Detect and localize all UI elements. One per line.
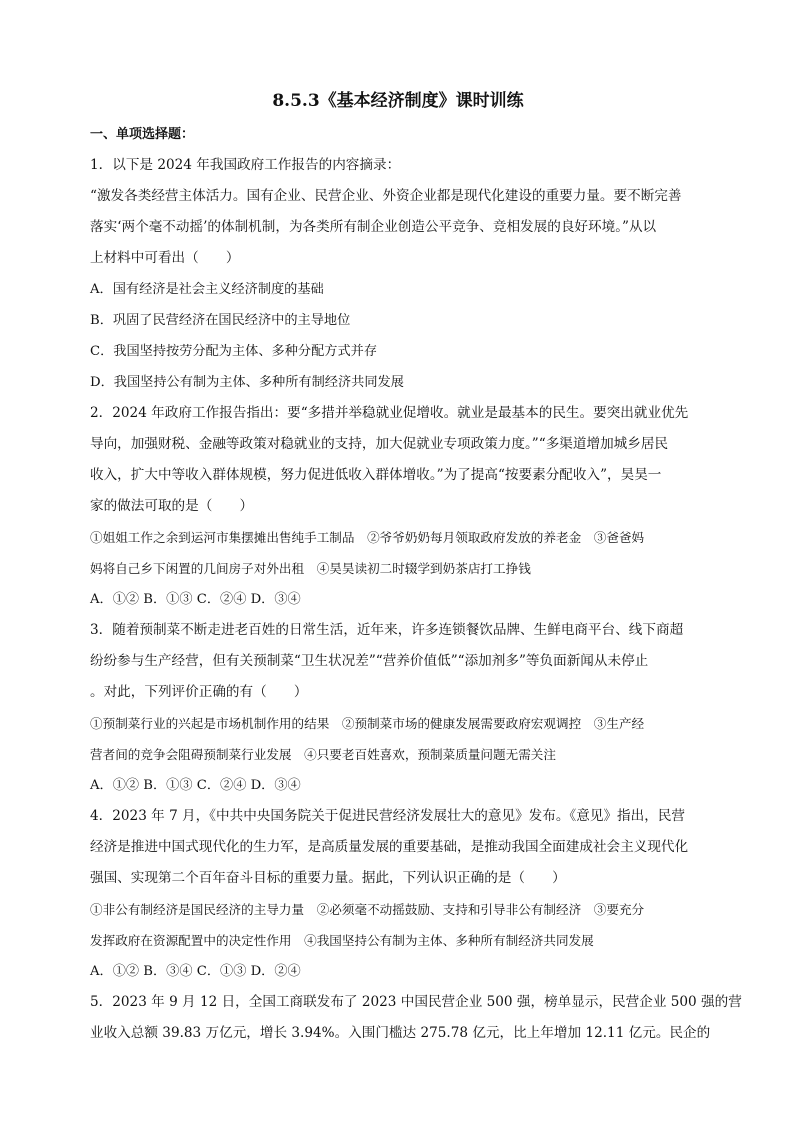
statement-line: ①非公有制经济是国民经济的主导力量 ②必须毫不动摇鼓励、支持和引导非公有制经济 ③要充分 <box>90 902 645 917</box>
statement-line: 妈将自己乡下闲置的几间房子对外出租 ④昊昊读初二时辍学到奶茶店打工挣钱 <box>90 561 531 576</box>
statement-line: ①姐姐工作之余到运河市集摆摊出售纯手工制品 ②爷爷奶奶每月领取政府发放的养老金 ③爸爸妈 <box>90 530 645 545</box>
answer-options: A．①② B．①③ C．②④ D．③④ <box>90 778 301 793</box>
answer-options: A．①② B．③④ C．①③ D．②④ <box>90 964 301 979</box>
question-line: 业收入总额 39.83 万亿元，增长 3.94%。入围门槛达 275.78 亿元，比上年增加 12.11 亿元。民企的 <box>90 1025 711 1041</box>
question-line: “激发各类经营主体活力。国有企业、民营企业、外资企业都是现代化建设的重要力量。要不断完善 <box>90 188 682 204</box>
question-line: 经济是推进中国式现代化的生力军，是高质量发展的重要基础，是推动我国全面建成社会主义现代化 <box>90 839 689 855</box>
question-line: 1．以下是 2024 年我国政府工作报告的内容摘录： <box>90 157 401 173</box>
document-title: 8.5.3《基本经济制度》课时训练 <box>272 91 524 111</box>
question-line: 3．随着预制菜不断走进老百姓的日常生活，近年来，许多连锁餐饮品牌、生鲜电商平台、线下商超 <box>90 622 684 638</box>
document-page <box>90 82 742 1049</box>
option-a: A．国有经济是社会主义经济制度的基础 <box>90 282 324 297</box>
question-line: 上材料中可看出（ ） <box>90 250 240 266</box>
question-2 <box>90 398 706 615</box>
answer-options: A．①② B．①③ C．②④ D．③④ <box>90 592 301 607</box>
option-d: D．我国坚持公有制为主体、多种所有制经济共同发展 <box>90 375 404 390</box>
question-line: 强国、实现第二个百年奋斗目标的重要力量。据此，下列认识正确的是（ ） <box>90 870 566 886</box>
statement-line: 发挥政府在资源配置中的决定性作用 ④我国坚持公有制为主体、多种所有制经济共同发展 <box>90 933 594 948</box>
question-line: 。对此，下列评价正确的有（ ） <box>90 684 308 700</box>
option-b: B．巩固了民营经济在国民经济中的主导地位 <box>90 313 351 328</box>
question-line: 纷纷参与生产经营，但有关预制菜“卫生状况差”“营养价值低”“添加剂多”等负面新闻从未停止 <box>90 653 649 669</box>
question-line: 落实‘两个毫不动摇’的体制机制，为各类所有制企业创造公平竞争、竞相发展的良好环境。”从以 <box>90 219 657 235</box>
question-4 <box>90 801 706 987</box>
question-line: 收入，扩大中等收入群体规模，努力促进低收入群体增收。”为了提高“按要素分配收入”，昊昊一 <box>90 467 662 483</box>
statement-line: 营者间的竞争会阻碍预制菜行业发展 ④只要老百姓喜欢，预制菜质量问题无需关注 <box>90 747 556 762</box>
question-line: 4．2023 年 7 月，《中共中央国务院关于促进民营经济发展壮大的意见》发布。《意见》指出，民营 <box>90 808 686 824</box>
option-c: C．我国坚持按劳分配为主体、多种分配方式并存 <box>90 344 378 359</box>
question-1 <box>90 150 706 398</box>
question-3 <box>90 615 706 801</box>
statement-line: ①预制菜行业的兴起是市场机制作用的结果 ②预制菜市场的健康发展需要政府宏观调控 ③生产经 <box>90 716 645 731</box>
section-heading: 一、单项选择题： <box>90 127 195 142</box>
question-line: 导向，加强财税、金融等政策对稳就业的支持，加大促就业专项政策力度。”“多渠道增加城乡居民 <box>90 436 669 452</box>
question-line: 家的做法可取的是（ ） <box>90 498 254 514</box>
question-line: 5．2023 年 9 月 12 日，全国工商联发布了 2023 中国民营企业 500 强，榜单显示，民营企业 500 强的营 <box>90 994 742 1010</box>
question-5 <box>90 987 742 1049</box>
question-line: 2．2024 年政府工作报告指出：要“多措并举稳就业促增收。就业是最基本的民生。要突出就业优先 <box>90 405 689 421</box>
